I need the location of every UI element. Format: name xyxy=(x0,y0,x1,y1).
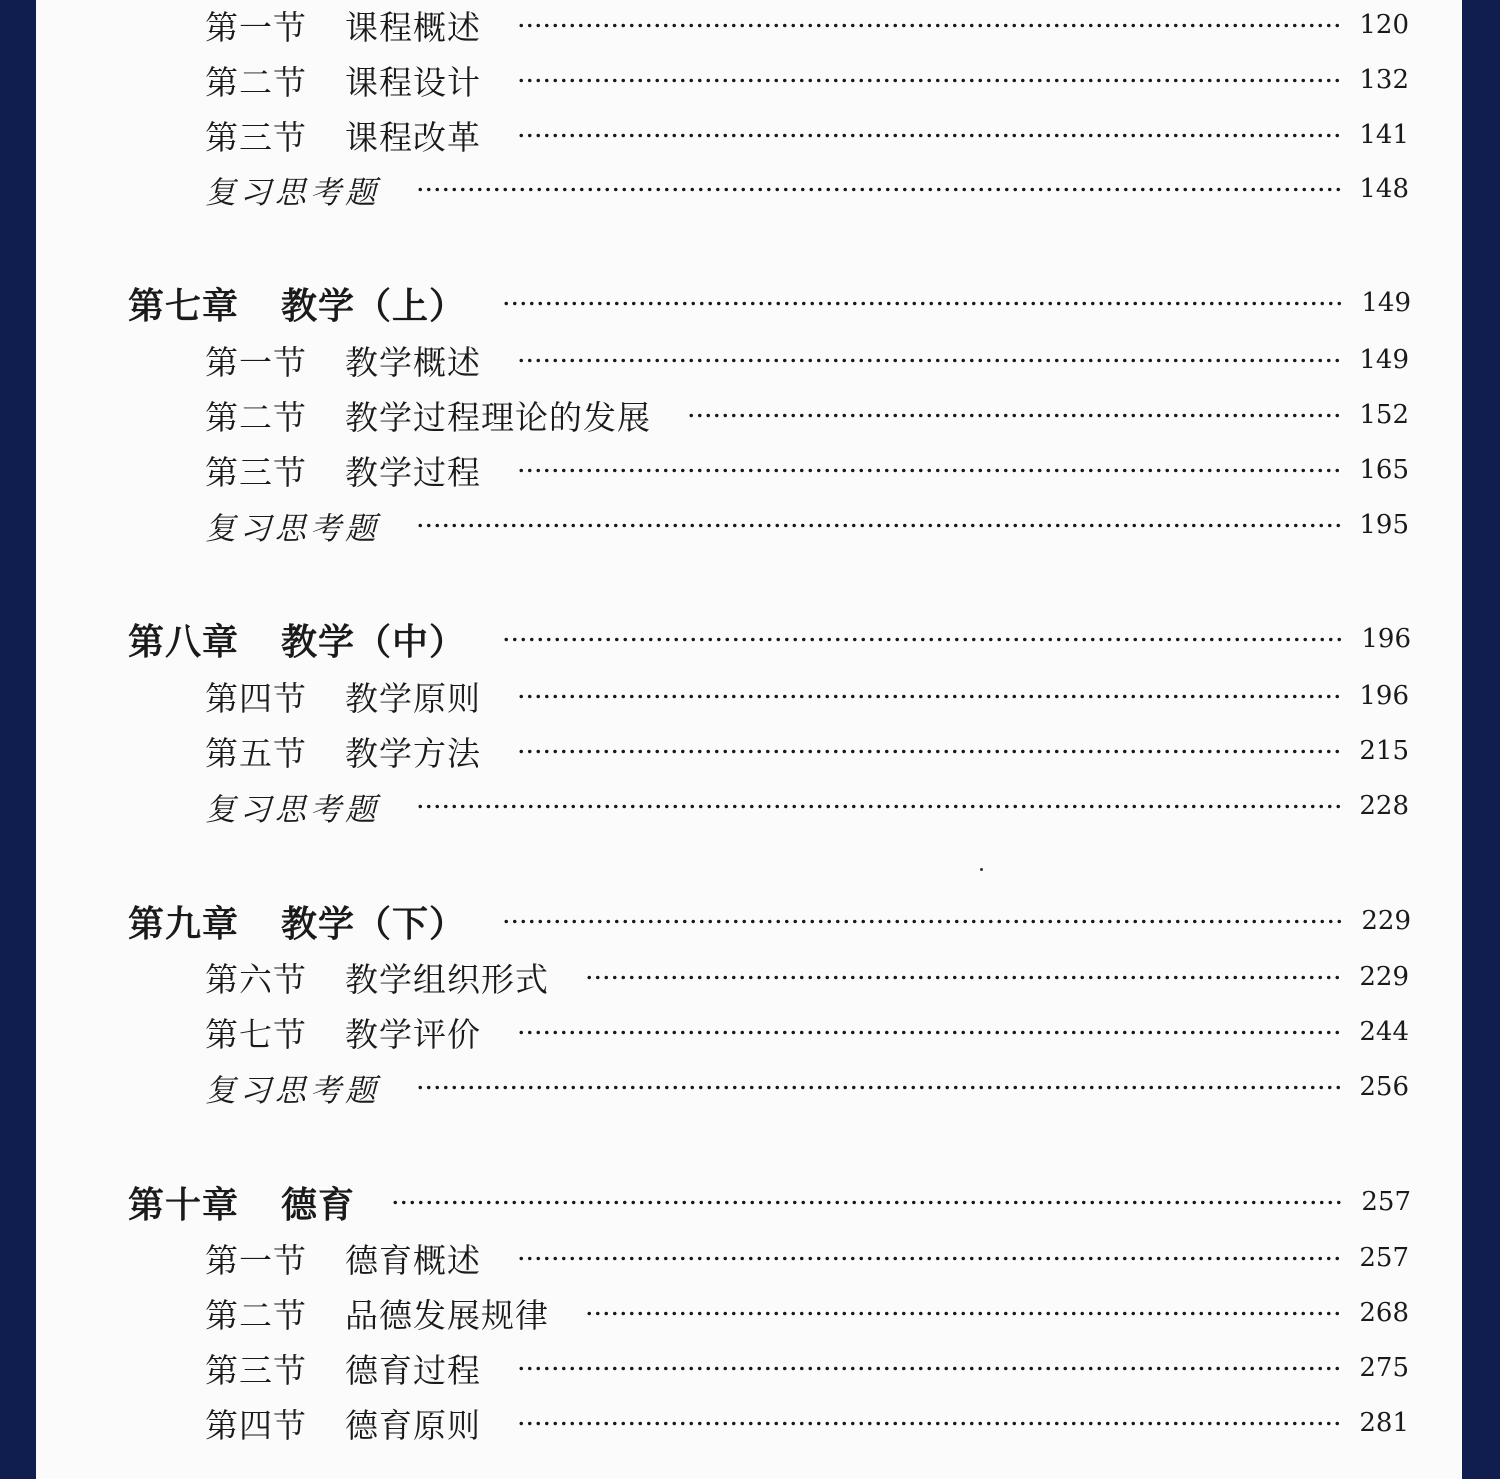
entry-label xyxy=(205,1290,549,1337)
entry-number: 第四节 xyxy=(205,678,307,718)
entry-number: 第三节 xyxy=(205,117,307,157)
toc-entry-section[interactable] xyxy=(205,952,1409,1002)
toc-entry-section[interactable] xyxy=(205,55,1409,105)
entry-number: 第九章 xyxy=(128,902,240,945)
entry-page-number: 281 xyxy=(1359,1408,1409,1438)
entry-title: 德育 xyxy=(281,1183,356,1226)
entry-title: 德育过程 xyxy=(345,1350,481,1390)
entry-label xyxy=(205,57,481,104)
entry-label xyxy=(128,1177,355,1228)
entry-number: 第七节 xyxy=(205,1014,307,1054)
entry-title: 课程改革 xyxy=(345,117,481,157)
toc-entry-section[interactable] xyxy=(205,110,1409,160)
entry-page-number: 244 xyxy=(1359,1017,1409,1047)
dot-leader xyxy=(517,1421,1341,1426)
entry-label xyxy=(205,784,380,829)
toc-entry-section[interactable] xyxy=(205,445,1409,495)
entry-label xyxy=(205,112,481,159)
dot-leader xyxy=(585,975,1341,980)
dot-leader xyxy=(517,1256,1341,1261)
dot-leader xyxy=(502,637,1343,642)
dot-leader xyxy=(416,523,1341,528)
entry-number: 第三节 xyxy=(205,452,307,492)
entry-number: 第七章 xyxy=(128,284,240,327)
dot-leader xyxy=(502,301,1343,306)
toc-entry-chapter[interactable] xyxy=(128,1177,1411,1227)
toc-entry-review[interactable] xyxy=(205,164,1409,214)
entry-label xyxy=(205,1400,481,1447)
dot-leader xyxy=(517,468,1341,473)
entry-number: 第八章 xyxy=(128,620,240,663)
entry-label xyxy=(128,614,466,665)
entry-page-number: 256 xyxy=(1359,1072,1409,1102)
dot-leader xyxy=(391,1200,1343,1205)
entry-number: 第二节 xyxy=(205,397,307,437)
dot-leader xyxy=(416,187,1341,192)
entry-label xyxy=(128,896,466,947)
entry-number: 第二节 xyxy=(205,62,307,102)
toc-entry-section[interactable] xyxy=(205,1233,1409,1283)
entry-label xyxy=(205,167,380,212)
entry-page-number: 149 xyxy=(1359,345,1409,375)
dot-leader xyxy=(517,358,1341,363)
entry-title: 教学（中） xyxy=(281,620,467,663)
entry-number: 第十章 xyxy=(128,1183,240,1226)
entry-page-number: 215 xyxy=(1359,736,1409,766)
entry-label xyxy=(128,278,466,329)
print-speck xyxy=(980,868,983,871)
dot-leader xyxy=(517,749,1341,754)
entry-page-number: 148 xyxy=(1359,174,1409,204)
entry-label xyxy=(205,673,481,720)
entry-title: 德育原则 xyxy=(345,1405,481,1445)
entry-number: 第一节 xyxy=(205,342,307,382)
dot-leader xyxy=(517,133,1341,138)
entry-label xyxy=(205,447,481,494)
toc-entry-section[interactable] xyxy=(205,390,1409,440)
entry-label xyxy=(205,1235,481,1282)
entry-page-number: 196 xyxy=(1361,624,1411,654)
dot-leader xyxy=(517,1366,1341,1371)
entry-label xyxy=(205,1345,481,1392)
entry-page-number: 229 xyxy=(1361,906,1411,936)
entry-page-number: 268 xyxy=(1359,1298,1409,1328)
dot-leader xyxy=(585,1311,1341,1316)
entry-title: 课程概述 xyxy=(345,7,481,47)
entry-page-number: 229 xyxy=(1359,962,1409,992)
entry-title: 教学（下） xyxy=(281,902,467,945)
toc-entry-section[interactable] xyxy=(205,0,1409,50)
entry-page-number: 120 xyxy=(1359,10,1409,40)
entry-page-number: 165 xyxy=(1359,455,1409,485)
dot-leader xyxy=(517,78,1341,83)
entry-number: 第五节 xyxy=(205,733,307,773)
toc-entry-review[interactable] xyxy=(205,1062,1409,1112)
toc-entry-review[interactable] xyxy=(205,500,1409,550)
entry-label xyxy=(205,337,481,384)
entry-title: 品德发展规律 xyxy=(345,1295,549,1335)
entry-label xyxy=(205,2,481,49)
toc-entry-section[interactable] xyxy=(205,726,1409,776)
entry-title: 课程设计 xyxy=(345,62,481,102)
entry-title: 教学概述 xyxy=(345,342,481,382)
toc-entry-section[interactable] xyxy=(205,1343,1409,1393)
entry-title: 德育概述 xyxy=(345,1240,481,1280)
entry-title: 复习思考题 xyxy=(205,510,380,547)
dot-leader xyxy=(517,694,1341,699)
entry-number: 第四节 xyxy=(205,1405,307,1445)
entry-title: 教学原则 xyxy=(345,678,481,718)
entry-page-number: 257 xyxy=(1359,1243,1409,1273)
entry-page-number: 149 xyxy=(1361,288,1411,318)
toc-entry-chapter[interactable] xyxy=(128,614,1411,664)
entry-title: 教学评价 xyxy=(345,1014,481,1054)
toc-entry-section[interactable] xyxy=(205,1288,1409,1338)
entry-number: 第一节 xyxy=(205,7,307,47)
entry-title: 复习思考题 xyxy=(205,1072,380,1109)
toc-entry-section[interactable] xyxy=(205,1007,1409,1057)
entry-number: 第二节 xyxy=(205,1295,307,1335)
dot-leader xyxy=(416,1085,1341,1090)
entry-title: 教学组织形式 xyxy=(345,959,549,999)
toc-entry-section[interactable] xyxy=(205,671,1409,721)
entry-title: 教学过程理论的发展 xyxy=(345,397,651,437)
toc-entry-review[interactable] xyxy=(205,781,1409,831)
dot-leader xyxy=(502,919,1343,924)
entry-page-number: 195 xyxy=(1359,510,1409,540)
entry-title: 复习思考题 xyxy=(205,791,380,828)
entry-page-number: 257 xyxy=(1361,1187,1411,1217)
entry-label xyxy=(205,1065,380,1110)
entry-title: 教学（上） xyxy=(281,284,467,327)
entry-page-number: 275 xyxy=(1359,1353,1409,1383)
entry-label xyxy=(205,503,380,548)
entry-page-number: 196 xyxy=(1359,681,1409,711)
entry-number: 第六节 xyxy=(205,959,307,999)
entry-label xyxy=(205,728,481,775)
toc-entry-chapter[interactable] xyxy=(128,278,1411,328)
entry-label xyxy=(205,1009,481,1056)
entry-title: 教学过程 xyxy=(345,452,481,492)
entry-page-number: 141 xyxy=(1359,120,1409,150)
entry-title: 教学方法 xyxy=(345,733,481,773)
entry-title: 复习思考题 xyxy=(205,174,380,211)
toc-entry-section[interactable] xyxy=(205,1398,1409,1448)
toc-entry-section[interactable] xyxy=(205,335,1409,385)
toc-entry-chapter[interactable] xyxy=(128,896,1411,946)
entry-label xyxy=(205,954,549,1001)
dot-leader xyxy=(687,413,1341,418)
entry-page-number: 132 xyxy=(1359,65,1409,95)
entry-label xyxy=(205,392,651,439)
entry-number: 第一节 xyxy=(205,1240,307,1280)
dot-leader xyxy=(517,23,1341,28)
dot-leader xyxy=(517,1030,1341,1035)
dot-leader xyxy=(416,804,1341,809)
entry-number: 第三节 xyxy=(205,1350,307,1390)
entry-page-number: 152 xyxy=(1359,400,1409,430)
entry-page-number: 228 xyxy=(1359,791,1409,821)
